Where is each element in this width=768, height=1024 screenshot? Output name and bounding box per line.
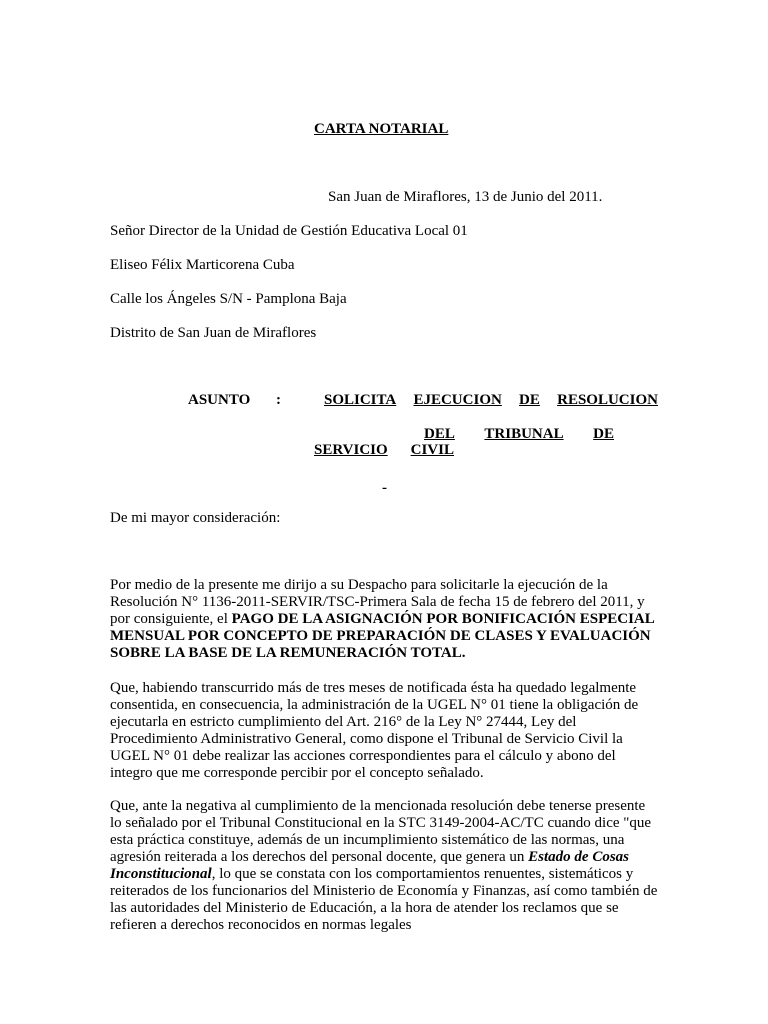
asunto-word: EJECUCION (413, 392, 502, 408)
asunto-subject-line-3 (314, 442, 454, 459)
paragraph-1-text: Por medio de la presente me dirijo a su Despacho para solicitarle la ejecución de la Resolución N° 1136-2011-SERVIR/TSC-Primera Sala de fecha 15 de febrero del 2011, y por consiguiente, el (110, 577, 645, 627)
document-title: CARTA NOTARIAL (314, 121, 449, 137)
paragraph-1-bold: PAGO DE LA ASIGNACIÓN POR BONIFICACIÓN ESPECIAL MENSUAL POR CONCEPTO DE PREPARACIÓN DE CLASES Y EVALUACIÓN SOBRE LA BASE DE LA REMUNERACIÓN TOTAL. (110, 611, 654, 661)
date-line: San Juan de Miraflores, 13 de Junio del 2011. (328, 189, 603, 205)
paragraph-1 (110, 577, 658, 662)
asunto-subject-line-2 (424, 426, 614, 443)
salutation: De mi mayor consideración: (110, 510, 281, 526)
asunto-word: DEL (424, 426, 455, 442)
asunto-word: SOLICITA (324, 392, 397, 408)
paragraph-2: Que, habiendo transcurrido más de tres meses de notificada ésta ha quedado legalmente consentida, en consecuencia, la administración de la UGEL N° 01 tiene la obligación de ejecutarla en estricto cumplimiento del Art. 216° de la Ley N° 27444, Ley del Procedimiento Administrativo General, como dispone el Tribunal de Servicio Civil la UGEL N° 01 debe realizar las acciones correspondientes para el cálculo y abono del integro que me corresponde percibir por el concepto señalado. (110, 680, 639, 781)
recipient-line-1: Señor Director de la Unidad de Gestión Educativa Local 01 (110, 223, 468, 239)
asunto-colon: : (276, 392, 281, 408)
asunto-label: ASUNTO (188, 392, 251, 408)
paragraph-3 (110, 798, 658, 934)
trailing-mark: - (382, 480, 387, 496)
recipient-line-2: Eliseo Félix Marticorena Cuba (110, 257, 295, 273)
asunto-word: DE (519, 392, 540, 408)
paragraph-3-emphasis: Estado de Cosas Inconstitucional (110, 849, 630, 882)
asunto-word: SERVICIO (314, 442, 388, 458)
paragraph-3-text-end: , lo que se constata con los comportamientos renuentes, sistemáticos y reiterados de los funcionarios del Ministerio de Economía y Finanzas, así como también de las autoridades del Ministerio de Educación, a la hora de atender los reclamos que se refieren a derechos reconocidos en normas legales (110, 866, 658, 933)
recipient-line-4: Distrito de San Juan de Miraflores (110, 325, 317, 341)
asunto-word: DE (593, 426, 614, 442)
asunto-subject-line-1 (324, 392, 658, 409)
recipient-line-3: Calle los Ángeles S/N - Pamplona Baja (110, 291, 347, 307)
asunto-word: CIVIL (410, 442, 454, 458)
paragraph-3-text-start: Que, ante la negativa al cumplimiento de la mencionada resolución debe tenerse presente lo señalado por el Tribunal Constitucional en la STC 3149-2004-AC/TC cuando dice "que esta práctica constituye, además de un incumplimiento sistemático de las normas, una agresión reiterada a los derechos del personal docente, que genera un (110, 798, 652, 865)
asunto-word: TRIBUNAL (484, 426, 564, 442)
asunto-word: RESOLUCION (557, 392, 658, 408)
